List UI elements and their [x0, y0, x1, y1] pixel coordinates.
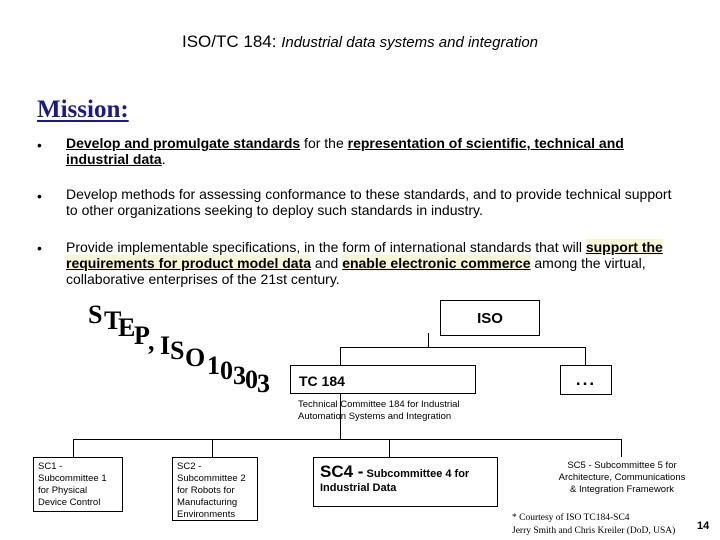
sc4-code: SC4 -	[320, 462, 364, 481]
title-subtitle: Industrial data systems and integration	[281, 34, 539, 51]
courtesy-line-1: * Courtesy of ISO TC184-SC4	[512, 513, 630, 523]
bullet-1-emphasis: Develop and promulgate standards	[66, 135, 301, 151]
step-letter: I	[160, 331, 171, 360]
connector-bottom-horizontal	[73, 439, 621, 440]
title-main: ISO/TC 184:	[181, 32, 277, 51]
bullet-3-end: among the virtual, collaborative enterprises of the 21st century.	[66, 255, 646, 287]
connector-to-sc5	[621, 439, 622, 457]
courtesy-line-2: Jerry Smith and Chris Kreiler (DoD, USA)	[512, 526, 676, 536]
bullet-marker-1: •	[37, 137, 42, 153]
sc4-box	[313, 457, 498, 507]
step-letter: 0	[245, 365, 258, 394]
page-number: 14	[697, 520, 710, 532]
more-committees-box	[560, 365, 612, 395]
step-letter: O	[185, 343, 206, 372]
bullet-3-emphasis-2: enable electronic commerce	[342, 255, 531, 271]
step-letter: E	[118, 313, 136, 342]
bullet-3-emphasis-1: support the requirements for product model data	[66, 239, 663, 271]
step-letter: T	[104, 306, 122, 335]
step-letter: P	[134, 321, 150, 350]
connector-to-ellipsis	[585, 347, 586, 365]
connector-to-sc1	[73, 439, 74, 457]
sc4-title: Subcommittee 4 for Industrial Data	[320, 468, 470, 494]
ellipsis-label: ...	[575, 370, 597, 389]
tc184-box	[290, 365, 476, 394]
bullet-marker-3: •	[37, 240, 42, 256]
step-letter: 3	[233, 361, 246, 390]
tc184-description: Technical Committee 184 for Industrial Automation Systems and Integration	[298, 399, 460, 422]
step-letter: S	[88, 300, 103, 329]
bullet-3-text: Provide implementable specifications, in the form of international standards that will	[66, 239, 586, 255]
connector-to-sc4	[389, 439, 390, 457]
iso-box	[440, 300, 540, 336]
bullet-3-and: and	[311, 255, 343, 271]
connector-top-horizontal	[340, 347, 585, 348]
mission-bullet-2: Develop methods for assessing conformance to these standards, and to provide technical support to other organizations seeking to deploy such standards in industry.	[66, 186, 672, 218]
bullet-1-text: for the	[300, 135, 348, 151]
bullet-marker-2: •	[37, 188, 42, 204]
tc184-label: TC 184	[299, 373, 345, 389]
mission-bullet-3	[66, 239, 686, 287]
connector-iso-down	[428, 333, 429, 347]
slide-title	[0, 32, 720, 52]
connector-to-sc2	[212, 439, 213, 457]
iso-label: ISO	[477, 309, 503, 327]
connector-to-tc184	[340, 347, 341, 365]
mission-bullet-1	[66, 135, 686, 167]
sc5-box: SC5 - Subcommittee 5 for Architecture, Communications & Integration Framework	[552, 457, 692, 509]
step-letter: 3	[257, 369, 270, 398]
step-letter: ,	[148, 327, 155, 356]
step-letter: 1	[207, 351, 220, 380]
bullet-1-end: .	[161, 151, 166, 167]
step-letter: S	[170, 336, 185, 365]
sc1-box: SC1 - Subcommittee 1 for Physical Device Control	[33, 457, 123, 512]
bullet-1-emphasis-2: representation of scientific, technical and industrial data	[66, 135, 624, 167]
mission-heading: Mission:	[37, 96, 129, 123]
sc2-box: SC2 - Subcommittee 2 for Robots for Manufacturing Environments	[172, 457, 258, 521]
step-letter: 0	[220, 356, 233, 385]
